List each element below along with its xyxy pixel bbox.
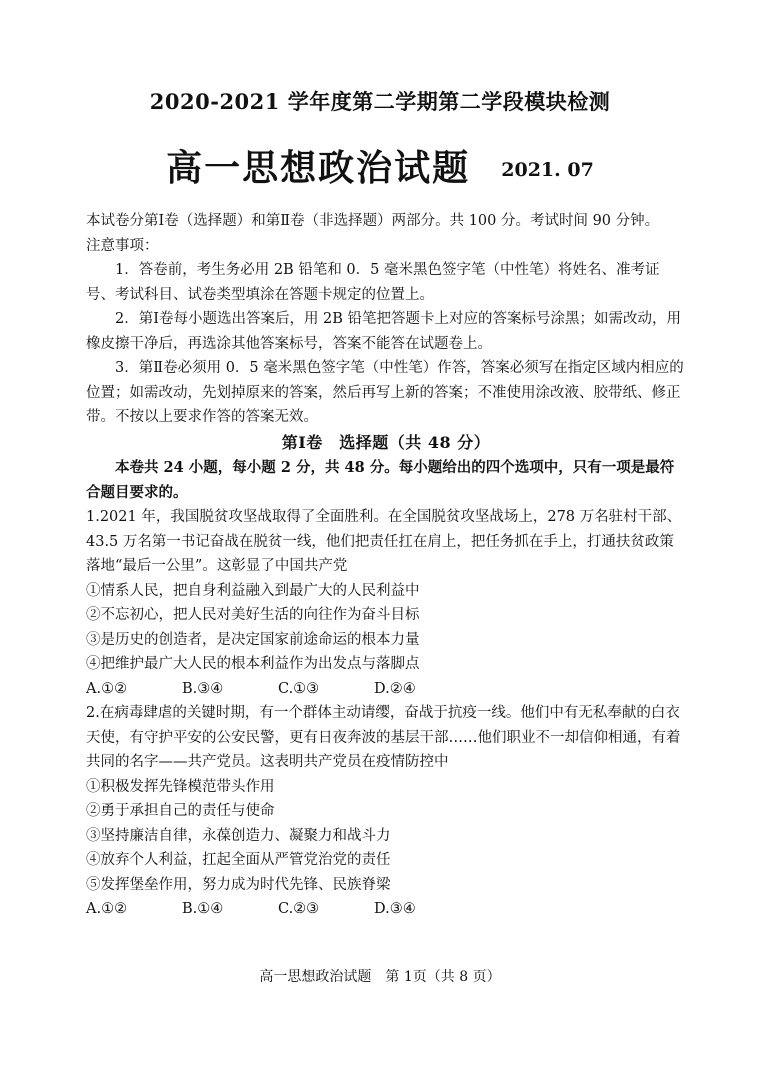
statement: ④放弃个人利益，扛起全面从严管党治党的责任 bbox=[86, 852, 391, 868]
notice-label: 注意事项： bbox=[86, 237, 159, 254]
notice-item: 3．第Ⅱ卷必须用 0．5 毫米黑色签字笔（中性笔）作答，答案必须写在指定区域内相应的位置；如需改动，先划掉原来的答案，然后再写上新的答案；不准使用涂改液、胶带纸、修正带。不按以上要求作答的答案无效。 bbox=[86, 360, 684, 425]
statement: ⑤发挥堡垒作用，努力成为时代先锋、民族脊梁 bbox=[86, 876, 391, 893]
exam-title: 高一思想政治试题 bbox=[166, 147, 471, 189]
option-d: D.③④ bbox=[374, 901, 416, 917]
exam-term-heading: 2020-2021 学年度第二学期第二学段模块检测 bbox=[149, 89, 611, 114]
option-b: B.①④ bbox=[182, 901, 224, 917]
statement: ③是历史的创造者，是决定国家前途命运的根本力量 bbox=[86, 631, 420, 648]
statement: ①情系人民，把自身利益融入到最广大的人民利益中 bbox=[86, 582, 420, 599]
option-c: C.①③ bbox=[278, 680, 320, 697]
section-instruction: 本卷共 24 小题，每小题 2 分，共 48 分。每小题给出的四个选项中，只有一项是最符合题目要求的。 bbox=[86, 459, 675, 501]
exam-date: 2021. 07 bbox=[501, 159, 594, 181]
option-a: A.①② bbox=[86, 680, 128, 697]
option-b: B.③④ bbox=[182, 680, 224, 697]
section-heading: 第Ⅰ卷 选择题（共 48 分） bbox=[281, 432, 491, 452]
option-c: C.②③ bbox=[278, 901, 320, 917]
statement: ④把维护最广大人民的根本利益作为出发点与落脚点 bbox=[86, 656, 420, 672]
option-d: D.②④ bbox=[374, 680, 416, 697]
statement: ②勇于承担自己的责任与使命 bbox=[86, 803, 275, 819]
answer-options bbox=[86, 677, 686, 702]
statement: ①积极发挥先锋模范带头作用 bbox=[86, 778, 275, 795]
title-row bbox=[0, 140, 760, 191]
exam-body bbox=[86, 209, 686, 922]
page-footer: 高一思想政治试题 第 1页（共 8 页） bbox=[259, 969, 501, 985]
question-1 bbox=[86, 505, 686, 701]
option-a: A.①② bbox=[86, 901, 128, 917]
statement: ③坚持廉洁自律，永葆创造力、凝聚力和战斗力 bbox=[86, 827, 391, 844]
question-2 bbox=[86, 701, 686, 922]
question-stem: 2.在病毒肆虐的关键时期，有一个群体主动请缨，奋战于抗疫一线。他们中有无私奉献的白衣天使，有守护平安的公安民警，更有日夜奔波的基层干部……他们职业不一却信仰相通，有着共同的名字——共产党员。这表明共产党员在疫情防控中 bbox=[86, 705, 681, 770]
answer-options bbox=[86, 897, 686, 922]
intro-line: 本试卷分第Ⅰ卷（选择题）和第Ⅱ卷（非选择题）两部分。共 100 分。考试时间 90 分钟。 bbox=[86, 213, 660, 229]
statement: ②不忘初心，把人民对美好生活的向往作为奋斗目标 bbox=[86, 607, 420, 623]
notice-item: 2．第Ⅰ卷每小题选出答案后，用 2B 铅笔把答题卡上对应的答案标号涂黑；如需改动，用橡皮擦干净后，再选涂其他答案标号，答案不能答在试题卷上。 bbox=[86, 311, 682, 352]
question-stem: 1.2021 年，我国脱贫攻坚战取得了全面胜利。在全国脱贫攻坚战场上，278 万名驻村干部、43.5 万名第一书记奋战在脱贫一线，他们把责任扛在肩上，把任务抓在手上，打通扶贫政策落地“最后一公里”。这彰显了中国共产党 bbox=[86, 509, 682, 574]
notice-item: 1．答卷前，考生务必用 2B 铅笔和 0．5 毫米黑色签字笔（中性笔）将姓名、准考证号、考试科目、试卷类型填涂在答题卡规定的位置上。 bbox=[86, 262, 660, 303]
